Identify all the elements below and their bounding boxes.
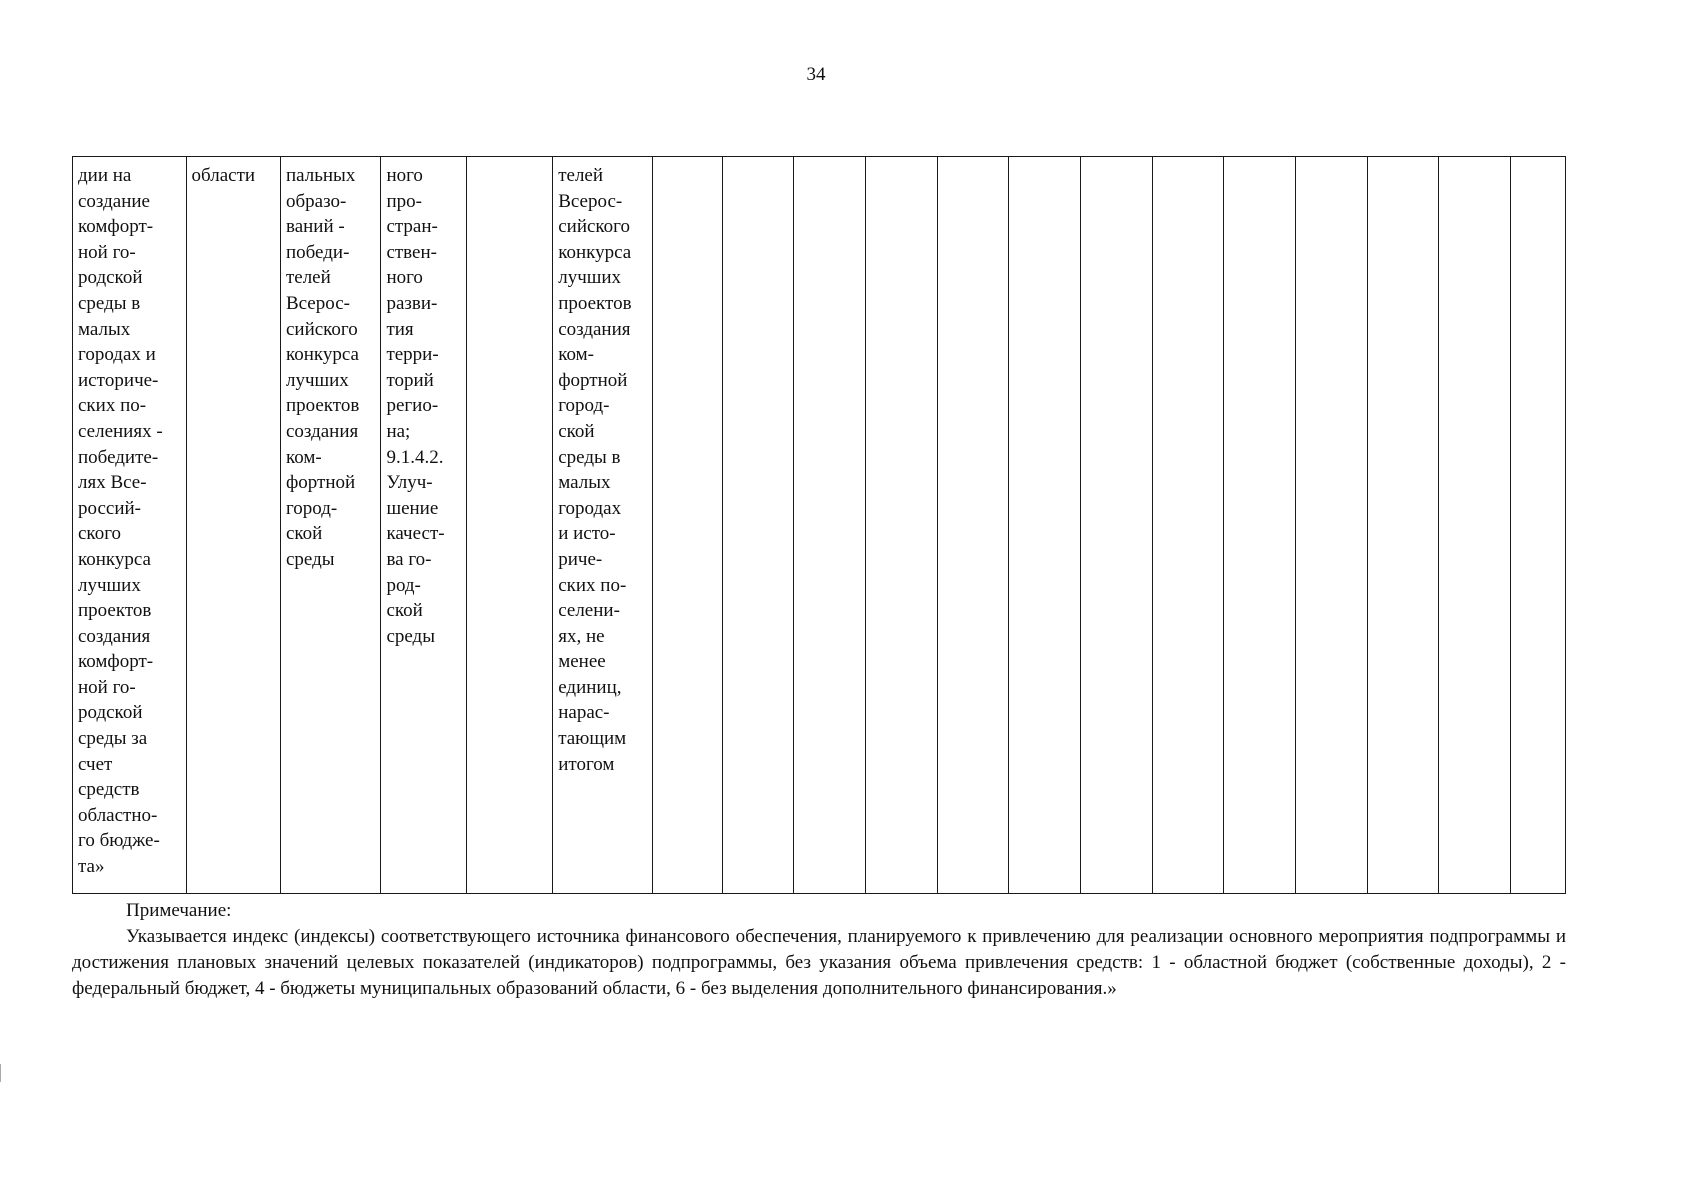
table-cell-empty (1080, 157, 1152, 894)
table-cell-col4 (381, 157, 466, 894)
cell-text: телей Всерос- сийского конкурса лучших проектов создания ком- фортной город- ской среды в малых городах и исто- риче- ских по- селени- ях, не менее единиц, нарас- тающим итогом (558, 165, 632, 775)
table-cell-empty (794, 157, 865, 894)
table-cell-empty (1009, 157, 1080, 894)
table-row (73, 157, 1566, 894)
table-cell-col5 (466, 157, 552, 894)
note-title: Примечание: (126, 900, 232, 921)
scan-edge-mark (0, 1064, 5, 1082)
cell-text: области (191, 165, 256, 186)
table-cell-col1 (73, 157, 187, 894)
table-cell-empty (723, 157, 794, 894)
cell-text: дии на создание комфорт- ной го- родской среды в малых городах и истoриче- ских по- селениях - победите- лях Все- россий- ского конкурса лучших проектов создания комфорт- ной го- родской среды за счет средств областно- го бюдже- та» (78, 165, 163, 878)
table-cell-empty (1152, 157, 1223, 894)
cell-text: пальных образо- ваний - победи- телей Всерос- сийского конкурса лучших проектов создания ком- фортной город- ской среды (285, 165, 360, 570)
document-table (72, 156, 1566, 894)
document-table-container (72, 156, 1566, 894)
table-cell-col6 (553, 157, 652, 894)
table-cell-empty (1510, 157, 1565, 894)
table-cell-col3 (280, 157, 380, 894)
table-cell-empty (652, 157, 722, 894)
table-cell-empty (1295, 157, 1367, 894)
table-cell-empty (1439, 157, 1510, 894)
table-cell-empty (937, 157, 1008, 894)
cell-text: ного про- стран- ствен- ного разви- тия терри- торий регио- на; 9.1.4.2. Улуч- шение качест- ва го- род- ской среды (386, 165, 445, 647)
table-cell-empty (1224, 157, 1295, 894)
table-cell-empty (865, 157, 937, 894)
footnote (72, 898, 1566, 1002)
table-cell-empty (1367, 157, 1438, 894)
page-number: 34 (806, 64, 826, 85)
note-body: Указывается индекс (индексы) соответствующего источника финансового обеспечения, планируемого к привлечению для реализации основного мероприятия подпрограммы и достижения плановых значений целевых показателей (индикаторов) подпрограммы, без указания объема привлечения средств: 1 - областной бюджет (собственные доходы), 2 - федеральный бюджет, 4 - бюджеты муниципальных образований области, 6 - без выделения дополнительного финансирования.» (72, 926, 1566, 999)
table-cell-col2 (186, 157, 280, 894)
